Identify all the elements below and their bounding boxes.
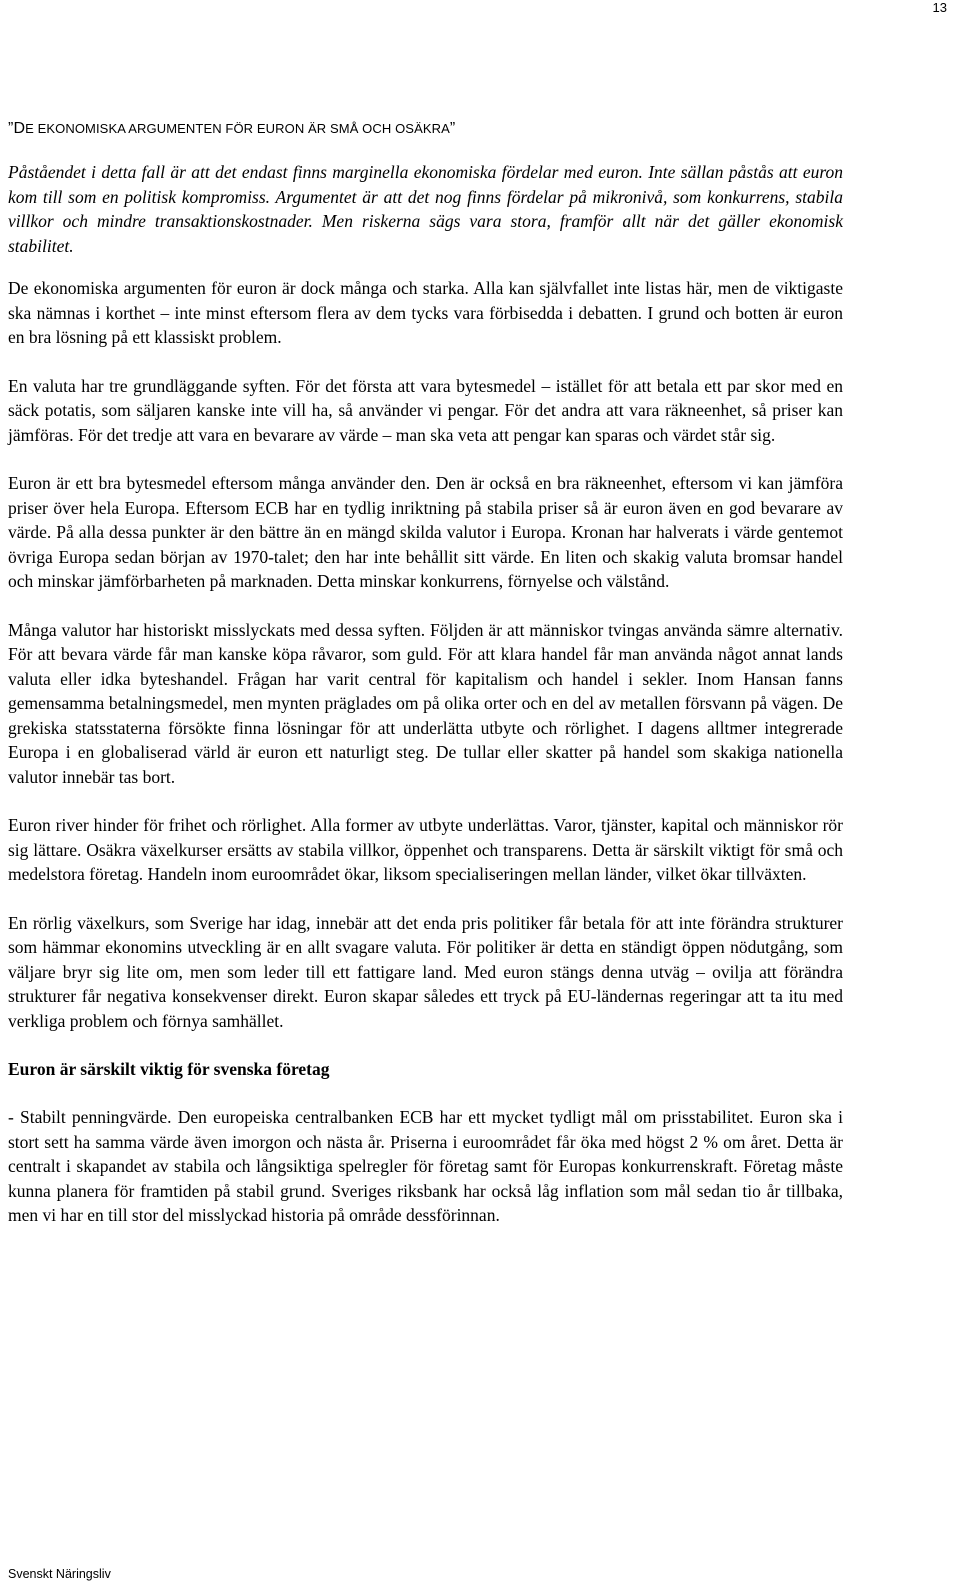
footer-text: Svenskt Näringsliv: [8, 1567, 111, 1581]
page-number: 13: [932, 0, 947, 15]
document-body: [8, 120, 843, 1252]
heading-first-letter: D: [13, 120, 26, 137]
paragraph: Euron river hinder för frihet och rörlighet. Alla former av utbyte underlättas. Varor, tjänster, kapital och människor rör sig lättare. Osäkra växelkurser ersätts av stabila villkor, öppenhet och transparens. Detta är särskilt viktigt för små och medelstora företag. Handeln inom euroområdet ökar, liksom specialiseringen mellan länder, vilket ökar tillväxten.: [8, 815, 843, 884]
final-paragraph: - Stabilt penningvärde. Den europeiska centralbanken ECB har ett mycket tydligt mål om prisstabilitet. Euron ska i stort sett ha samma värde även imorgon och nästa år. Priserna i euroområdet får öka med högst 2 % om året. Detta är centralt i skapandet av stabila och långsiktiga spelregler för företag samt för Europas konkurrenskraft. Företag måste kunna planera för framtiden på stabil grund. Sveriges riksbank har också låg inflation som mål sedan tio år tillbaka, men vi har en till stor del misslyckad historia på område dessförinnan.: [8, 1107, 843, 1225]
paragraph: Euron är ett bra bytesmedel eftersom många använder den. Den är också en bra räkneenhet, eftersom vi kan jämföra priser över hela Europa. Eftersom ECB har en tydlig inriktning på stabila priser så är euron även en god bevarare av värde. På alla dessa punkter är den bättre än en mängd skilda valutor i Europa. Kronan har halverats i värde gentemot övriga Europa sedan början av 1970-talet; den har inte behållit sitt värde. En liten och skakig valuta bromsar handel och minskar jämförbarheten på marknaden. Detta minskar konkurrens, förnyelse och välstånd.: [8, 473, 843, 591]
paragraph: Många valutor har historiskt misslyckats med dessa syften. Följden är att människor tvingas använda sämre alternativ. För att bevara värde får man kanske köpa råvaror, som guld. För att klara handel får man använda något annat lands valuta eller idka byteshandel. Frågan har varit central för kapitalism och handel i sekler. Inom Hansan fanns gemensamma betalningsmedel, men mynten präglades om på olika orter och en del av metallen försvann på vägen. De grekiska statsstaterna försökte finna lösningar för att underlätta utbyte och rörlighet. I dagens alltmer integrerade Europa i en globaliserad värld är euron ett naturligt steg. De tullar eller skatter på handel som skakiga nationella valutor innebär tas bort.: [8, 619, 843, 787]
heading-open-quote: ”: [8, 120, 14, 137]
paragraph: De ekonomiska argumenten för euron är dock många och starka. Alla kan självfallet inte listas här, men de viktigaste ska nämnas i korthet – inte minst eftersom flera av dem tycks vara förbisedda i debatten. I grund och botten är euron en bra lösning på ett klassiskt problem.: [8, 278, 843, 347]
heading-rest: E EKONOMISKA ARGUMENTEN FÖR EURON ÄR SMÅ OCH OSÄKRA: [25, 121, 450, 136]
paragraph: En valuta har tre grundläggande syften. För det första att vara bytesmedel – istället för att betala ett par skor med en säck potatis, som säljaren kanske inte vill ha, så använder vi pengar. För det andra att vara räkneenhet, så priser kan jämföras. För det tredje att vara en bevarare av värde – man ska veta att pengar kan sparas och värdet står sig.: [8, 375, 843, 445]
lead-paragraph: Påståendet i detta fall är att det endast finns marginella ekonomiska fördelar med euron. Inte sällan påstås att euron kom till som en politisk kompromiss. Argumentet är att det nog finns fördelar på mikronivå, som konkurrens, stabila villkor och mindre transaktionskostnader. Men riskerna sägs vara stora, framför allt när det gäller ekonomisk stabilitet.: [8, 162, 843, 256]
subheading: Euron är särskilt viktig för svenska företag: [8, 1059, 330, 1079]
paragraph: En rörlig växelkurs, som Sverige har idag, innebär att det enda pris politiker får betala för att inte förändra strukturer som hämmar ekonomins utveckling är en allt svagare valuta. För politiker är detta en ständigt öppen nödutgång, som väljare bryr sig lite om, men som leder till ett fattigare land. Med euron stängs denna utväg – ovilja att förändra strukturer får negativa konsekvenser direkt. Euron skapar således ett tryck på EU-ländernas regeringar att ta itu med verkliga problem och förnya samhället.: [8, 912, 843, 1031]
heading-close-quote: ”: [449, 120, 456, 137]
section-heading: [8, 120, 843, 138]
